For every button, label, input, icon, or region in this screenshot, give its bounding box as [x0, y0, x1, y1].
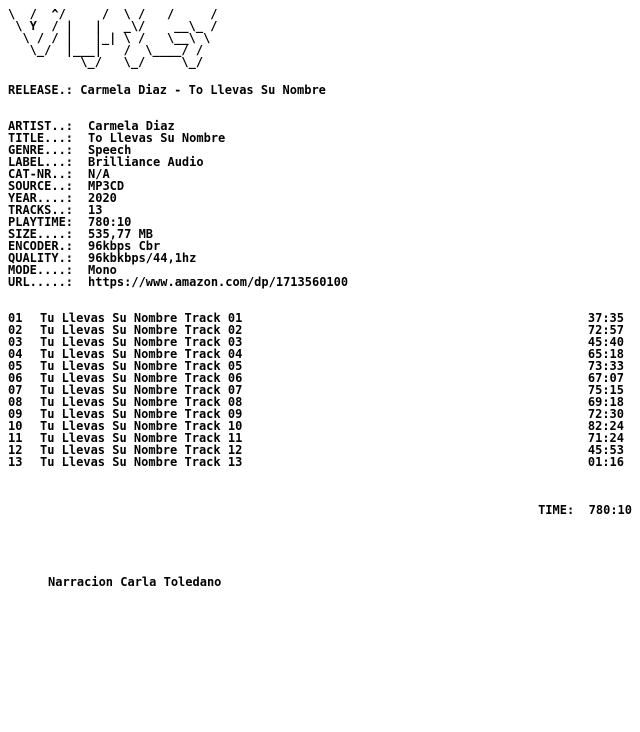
track-duration: 37:35 — [587, 311, 624, 325]
info-value: 96kbkbps/44,1hz — [88, 251, 197, 265]
track-number: 05 — [8, 359, 23, 373]
info-key: LABEL...: — [8, 155, 74, 169]
info-value: Speech — [88, 143, 132, 157]
info-key: QUALITY.: — [8, 251, 74, 265]
info-key: SOURCE..: — [8, 179, 74, 193]
track-duration: 65:18 — [587, 347, 624, 361]
info-list — [8, 120, 348, 288]
track-duration: 45:53 — [587, 443, 624, 457]
info-value: 780:10 — [88, 215, 132, 229]
info-value: 96kbps Cbr — [88, 239, 161, 253]
track-duration: 01:16 — [587, 455, 624, 469]
track-duration: 45:40 — [587, 335, 624, 349]
track-number: 01 — [8, 311, 23, 325]
track-title: Tu Llevas Su Nombre Track 12 — [40, 443, 243, 457]
track-duration: 72:57 — [587, 323, 624, 337]
track-title: Tu Llevas Su Nombre Track 08 — [40, 395, 243, 409]
track-number: 07 — [8, 383, 23, 397]
info-value: Carmela Diaz — [88, 119, 175, 133]
info-row — [8, 276, 348, 288]
track-number: 04 — [8, 347, 23, 361]
track-title: Tu Llevas Su Nombre Track 04 — [40, 347, 243, 361]
release-label: RELEASE.: — [8, 83, 74, 97]
track-duration: 67:07 — [587, 371, 624, 385]
track-title: Tu Llevas Su Nombre Track 03 — [40, 335, 243, 349]
info-key: TITLE...: — [8, 131, 74, 145]
track-title: Tu Llevas Su Nombre Track 10 — [40, 419, 243, 433]
track-number: 06 — [8, 371, 23, 385]
release-value: Carmela Diaz - To Llevas Su Nombre — [80, 83, 326, 97]
info-value: Mono — [88, 263, 117, 277]
track-title: Tu Llevas Su Nombre Track 01 — [40, 311, 243, 325]
info-key: MODE....: — [8, 263, 74, 277]
track-duration: 73:33 — [587, 359, 624, 373]
release-line — [8, 84, 326, 96]
ascii-logo: \ / ^/ / \ / / / \ Y / | | _\/ __\_ / \ / / | |_| \ / \__\ \ \_/ |___| / \____/ / \_/ \_/ \_/ — [8, 7, 218, 69]
track-duration: 72:30 — [587, 407, 624, 421]
track-number: 11 — [8, 431, 23, 445]
track-number: 12 — [8, 443, 23, 457]
track-number: 03 — [8, 335, 23, 349]
track-number: 02 — [8, 323, 23, 337]
info-value: 13 — [88, 203, 103, 217]
info-value: 2020 — [88, 191, 117, 205]
info-key: URL.....: — [8, 275, 74, 289]
info-key: TRACKS..: — [8, 203, 74, 217]
track-row — [8, 456, 632, 468]
track-title: Tu Llevas Su Nombre Track 11 — [40, 431, 243, 445]
total-time-label: TIME: — [538, 503, 575, 517]
narrator-note: Narracion Carla Toledano — [48, 575, 222, 589]
track-duration: 69:18 — [587, 395, 624, 409]
info-key: YEAR....: — [8, 191, 74, 205]
info-key: ENCODER.: — [8, 239, 74, 253]
info-key: PLAYTIME: — [8, 215, 74, 229]
info-value: 535,77 MB — [88, 227, 154, 241]
info-value: https://www.amazon.com/dp/1713560100 — [88, 275, 349, 289]
track-list — [8, 312, 632, 468]
info-key: ARTIST..: — [8, 119, 74, 133]
info-value: To Llevas Su Nombre — [88, 131, 226, 145]
track-number: 13 — [8, 455, 23, 469]
info-key: GENRE...: — [8, 143, 74, 157]
total-time — [538, 504, 632, 516]
total-time-value: 780:10 — [588, 503, 632, 517]
track-duration: 82:24 — [587, 419, 624, 433]
info-key: SIZE....: — [8, 227, 74, 241]
info-key: CAT-NR..: — [8, 167, 74, 181]
track-duration: 75:15 — [587, 383, 624, 397]
info-value: MP3CD — [88, 179, 125, 193]
info-value: Brilliance Audio — [88, 155, 204, 169]
track-title: Tu Llevas Su Nombre Track 07 — [40, 383, 243, 397]
track-title: Tu Llevas Su Nombre Track 05 — [40, 359, 243, 373]
track-number: 10 — [8, 419, 23, 433]
track-title: Tu Llevas Su Nombre Track 02 — [40, 323, 243, 337]
info-value: N/A — [88, 167, 110, 181]
track-title: Tu Llevas Su Nombre Track 06 — [40, 371, 243, 385]
track-title: Tu Llevas Su Nombre Track 09 — [40, 407, 243, 421]
track-number: 08 — [8, 395, 23, 409]
track-title: Tu Llevas Su Nombre Track 13 — [40, 455, 243, 469]
track-number: 09 — [8, 407, 23, 421]
track-duration: 71:24 — [587, 431, 624, 445]
